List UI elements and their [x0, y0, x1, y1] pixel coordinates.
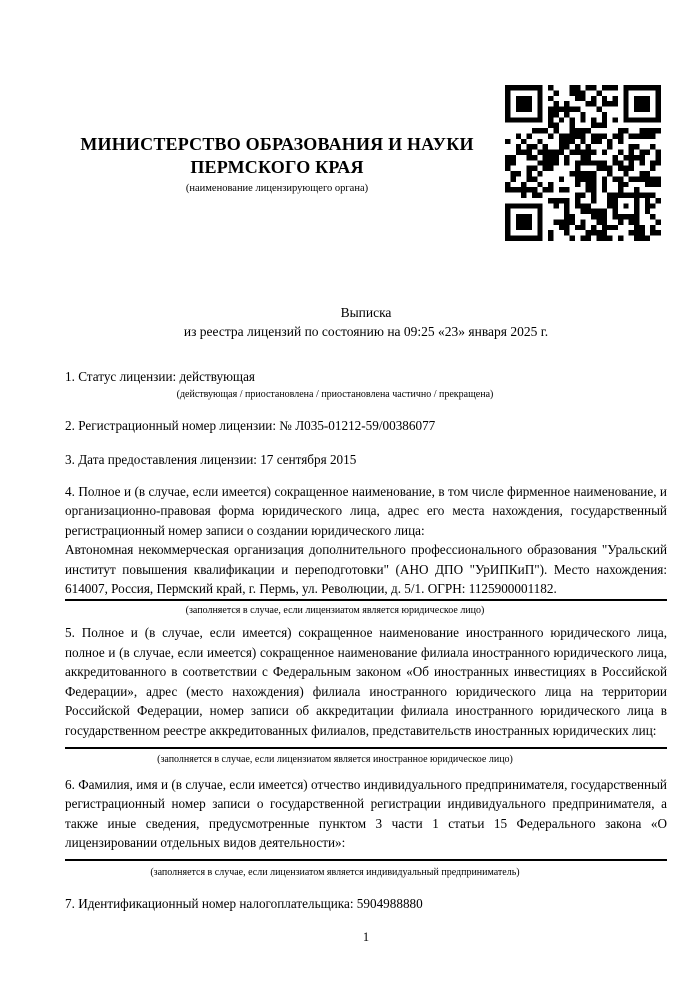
document-title	[65, 303, 667, 342]
item-entrepreneur-question: 6. Фамилия, имя и (в случае, если имеется) отчество индивидуального предпринимателя, государственный регистрационный номер записи о государственной регистрации индивидуального предпринимателя, а также иные сведения, предусмотренные пунктом 3 части 1 статьи 15 Федерального закона «О лицензировании отдельных видов деятельности»:	[65, 776, 667, 851]
title-line2: из реестра лицензий по состоянию на 09:25 «23» января 2025 г.	[183, 324, 549, 340]
item-license-status-caption: (действующая / приостановлена / приостановлена частично / прекращена)	[176, 389, 494, 401]
qr-code-icon	[505, 85, 661, 241]
item-entrepreneur-blank-field	[65, 853, 667, 861]
title-line1: Выписка	[340, 305, 392, 320]
item-taxpayer-number: 7. Идентификационный номер налогоплательщика: 5904988880	[65, 895, 423, 911]
item-foreign-entity-question: 5. Полное и (в случае, если имеется) сокращенное наименование иностранного юридического лица, полное и (в случае, если имеется) сокращенное наименование филиала иностранного юридического лица, аккредитованного в соответствии с Федеральным законом «Об иностранных инвестициях в Российской Федерации», адрес (место нахождения) филиала иностранного юридического лица на территории Российской Федерации, номер записи об аккредитации филиала иностранного юридического лица в государственном реестре аккредитованных филиалов, представительств иностранных юридических лиц:	[65, 625, 667, 738]
item-foreign-entity-blank-field	[65, 740, 667, 749]
org-name-caption: (наименование лицензирующего органа)	[185, 183, 369, 195]
item-license-status: 1. Статус лицензии: действующая	[65, 368, 256, 384]
item-foreign-entity-caption: (заполняется в случае, если лицензиатом является иностранное юридическое лицо)	[157, 753, 513, 765]
item-legal-entity-caption: (заполняется в случае, если лицензиатом является юридическое лицо)	[185, 605, 485, 617]
item-license-grant-date: 3. Дата предоставления лицензии: 17 сентября 2015	[65, 451, 357, 467]
org-name-line1: МИНИСТЕРСТВО ОБРАЗОВАНИЯ И НАУКИ	[80, 134, 474, 154]
item-legal-entity-question: 4. Полное и (в случае, если имеется) сокращенное наименование, в том числе фирменное наименование, и организационно-правовая форма юридического лица, адрес его места нахождения, государственный регистрационный номер записи о создании юридического лица:	[65, 484, 667, 538]
document-body	[65, 303, 667, 913]
org-name-line2: ПЕРМСКОГО КРАЯ	[190, 157, 364, 178]
page-number: 1	[362, 930, 370, 944]
item-entrepreneur-caption: (заполняется в случае, если лицензиатом является индивидуальный предприниматель)	[150, 866, 520, 878]
document-header	[57, 133, 497, 195]
item-registration-number: 2. Регистрационный номер лицензии: № Л035-01212-59/00386077	[65, 418, 436, 434]
item-legal-entity-answer: Автономная некоммерческая организация дополнительного профессионального образования "Уральский институт повышения квалификации и переподготовки" (АНО ДПО "УрИПКиП"). Место нахождения: 614007, Россия, Пермский край, г. Пермь, ул. Революции, д. 5/1. ОГРН: 1125900001182.	[65, 540, 667, 601]
licensing-authority-name	[57, 133, 497, 179]
